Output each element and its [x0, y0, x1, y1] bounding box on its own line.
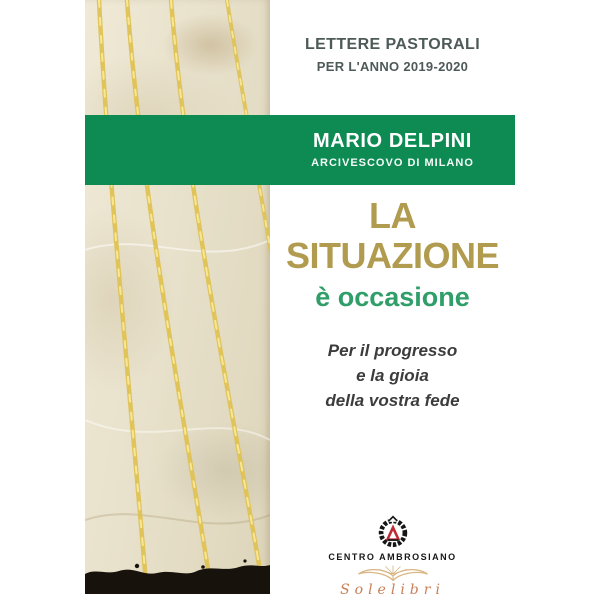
gold-threads-graphic	[85, 0, 270, 594]
publisher-block	[270, 514, 515, 598]
publisher-name: CENTRO AMBROSIANO	[328, 552, 457, 562]
author-name: MARIO DELPINI	[313, 130, 472, 152]
publisher-imprint: Solelibri	[340, 582, 445, 598]
title-line1: LA	[369, 195, 416, 236]
series-line1: LETTERE PASTORALI	[304, 36, 481, 53]
wreath-a-logo-icon	[376, 514, 410, 550]
series-line2: PER L'ANNO 2019-2020	[316, 59, 469, 74]
author-band	[85, 115, 515, 185]
author-role: ARCIVESCOVO DI MILANO	[311, 157, 474, 169]
title-tagline: è occasione	[315, 282, 470, 312]
subtitle-line3: della vostra fede	[325, 391, 460, 410]
subtitle-block	[270, 338, 515, 413]
subtitle-line1: Per il progresso	[327, 341, 458, 360]
book-cover	[85, 0, 515, 598]
series-heading	[270, 32, 515, 76]
title-line2: SITUAZIONE	[285, 235, 499, 276]
open-book-icon	[354, 564, 432, 584]
title-block	[270, 196, 515, 312]
author-band-text	[270, 128, 515, 172]
subtitle-line2: e la gioia	[356, 366, 429, 385]
parchment-artwork	[85, 0, 270, 594]
